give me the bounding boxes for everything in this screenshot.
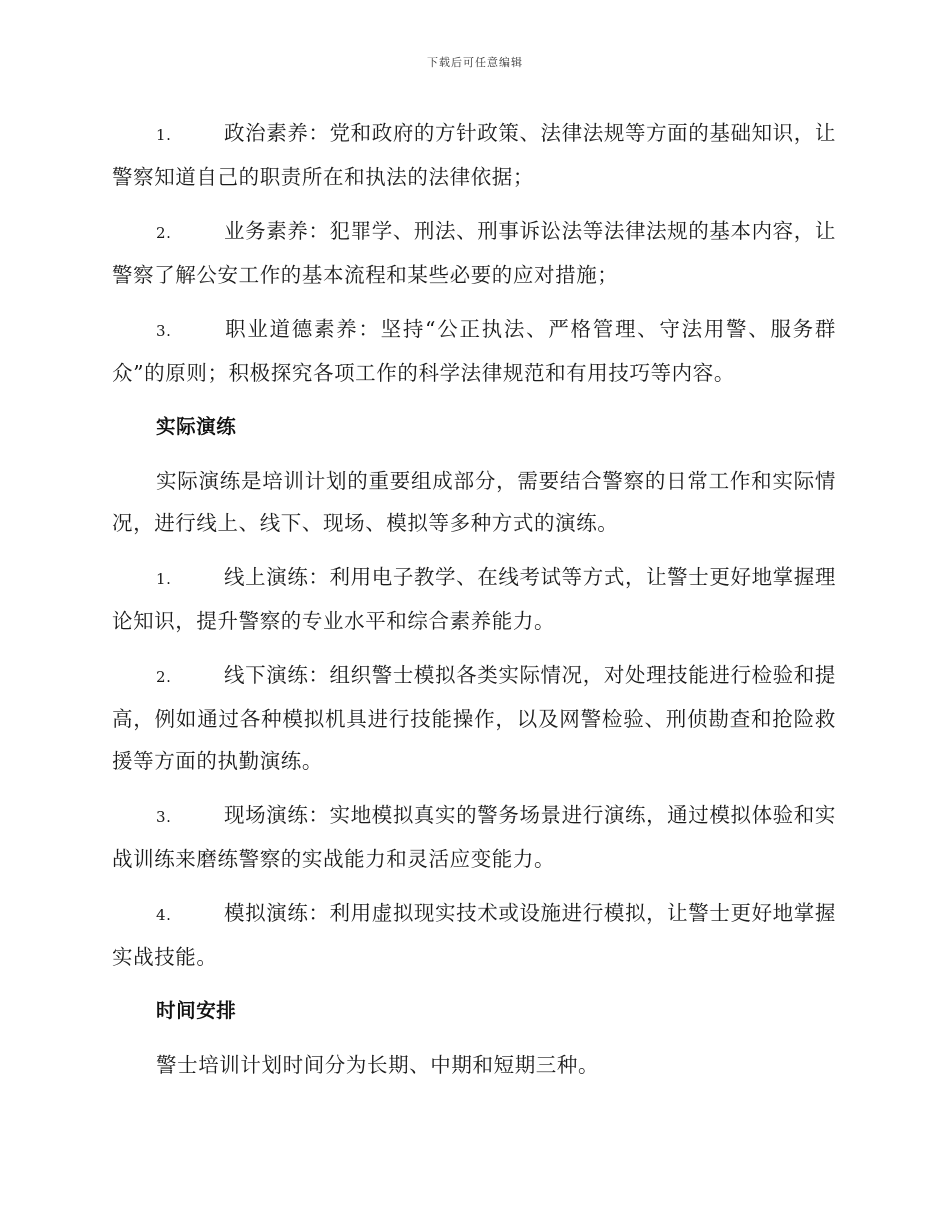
paragraph: 警士培训计划时间分为长期、中期和短期三种。 <box>156 1053 600 1077</box>
section-heading-schedule: 时间安排 <box>156 999 237 1022</box>
list-number: 3. <box>156 808 172 826</box>
list-number: 2. <box>156 224 172 242</box>
list-text: 职业道德素养：坚持“公正执法、严格管理、守法用警、服务群众”的原则；积极探究各项工作的科学法律规范和有用技巧等内容。 <box>112 317 836 385</box>
list-item <box>112 794 836 880</box>
list-text: 现场演练：实地模拟真实的警务场景进行演练，通过模拟体验和实战训练来磨练警察的实战能力和灵活应变能力。 <box>112 803 836 871</box>
list-number: 1. <box>156 570 172 588</box>
section-heading-drill: 实际演练 <box>156 415 237 438</box>
list-item <box>112 112 836 198</box>
paragraph: 实际演练是培训计划的重要组成部分，需要结合警察的日常工作和实际情况，进行线上、线下、现场、模拟等多种方式的演练。 <box>112 469 836 535</box>
list-text: 线下演练：组织警士模拟各类实际情况，对处理技能进行检验和提高，例如通过各种模拟机具进行技能操作，以及网警检验、刑侦勘查和抢险救援等方面的执勤演练。 <box>112 663 836 773</box>
list-item <box>112 654 836 782</box>
document-body <box>112 112 836 1098</box>
list-item <box>112 892 836 978</box>
list-number: 1. <box>156 126 172 144</box>
list-text: 模拟演练：利用虚拟现实技术或设施进行模拟，让警士更好地掌握实战技能。 <box>112 901 836 969</box>
list-item <box>112 308 836 394</box>
list-text: 业务素养：犯罪学、刑法、刑事诉讼法等法律法规的基本内容，让警察了解公安工作的基本流程和某些必要的应对措施； <box>112 219 836 287</box>
list-number: 4. <box>156 906 172 924</box>
list-text: 政治素养：党和政府的方针政策、法律法规等方面的基础知识，让警察知道自己的职责所在和执法的法律依据； <box>112 121 836 189</box>
list-item <box>112 210 836 296</box>
list-number: 3. <box>156 322 172 340</box>
header-note: 下载后可任意编辑 <box>427 56 523 69</box>
list-text: 线上演练：利用电子教学、在线考试等方式，让警士更好地掌握理论知识，提升警察的专业水平和综合素养能力。 <box>112 565 836 633</box>
list-number: 2. <box>156 668 172 686</box>
list-item <box>112 556 836 642</box>
